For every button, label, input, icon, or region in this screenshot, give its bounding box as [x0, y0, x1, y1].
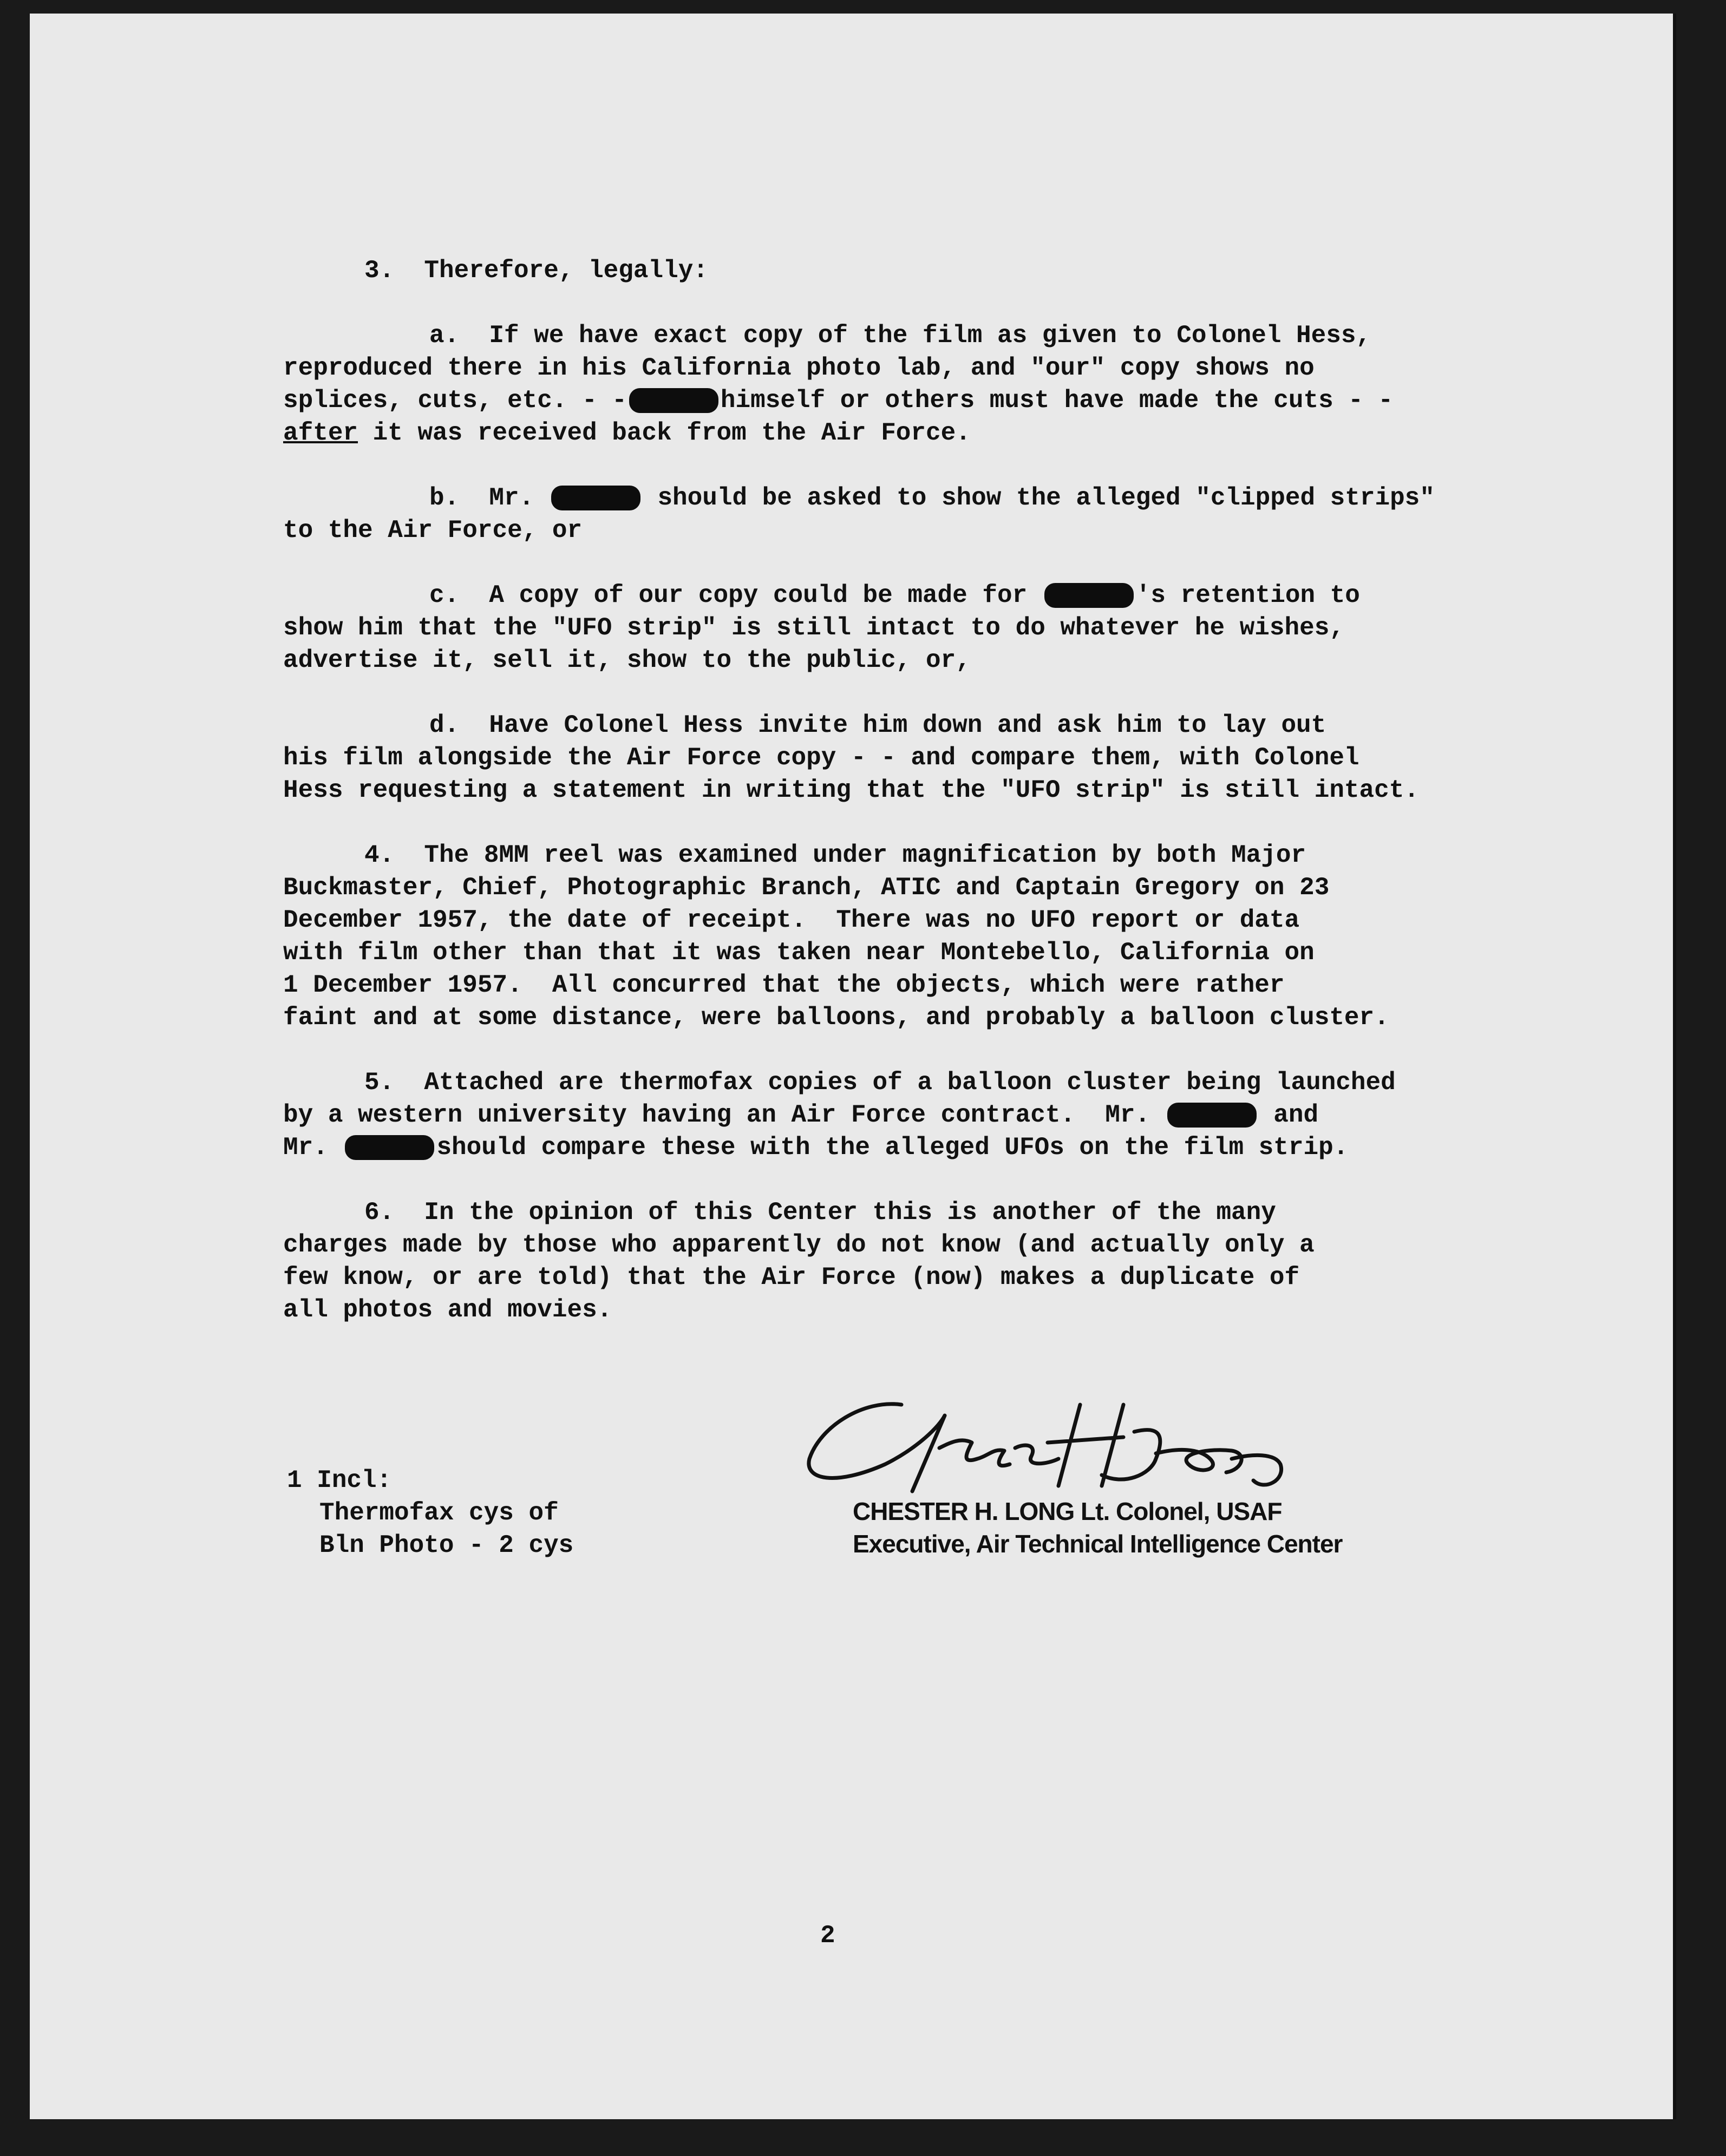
- redaction-mark: [1167, 1103, 1257, 1128]
- document-page: [30, 14, 1676, 2119]
- paragraph-3b-line-1-start: b. Mr.: [429, 484, 534, 512]
- signature-block: [777, 1383, 1372, 1558]
- paragraph-5-line-2: [283, 1099, 1561, 1131]
- redaction-mark: [551, 486, 640, 510]
- paragraph-3d-line-2: his film alongside the Air Force copy - - and compare them, with Colonel: [283, 744, 1359, 772]
- paragraph-5-line-1: 5. Attached are thermofax copies of a balloon cluster being launched: [364, 1069, 1396, 1097]
- inclosure-item: Bln Photo - 2 cys: [319, 1531, 574, 1559]
- paragraph-3b-line-2: to the Air Force, or: [283, 516, 583, 545]
- paragraph-4-line-2: Buckmaster, Chief, Photographic Branch, ATIC and Captain Gregory on 23: [283, 874, 1330, 902]
- paragraph-3-heading: 3. Therefore, legally:: [364, 257, 708, 285]
- paragraph-3c-line-2: show him that the "UFO strip" is still intact to do whatever he wishes,: [283, 614, 1344, 642]
- paragraph-3a: [283, 319, 1561, 449]
- paragraph-5-line-2-end: and: [1273, 1101, 1319, 1129]
- paragraph-4: [283, 839, 1561, 1034]
- paragraph-3a-line-3-end: himself or others must have made the cuts - -: [720, 386, 1394, 415]
- underlined-word: after: [283, 419, 358, 447]
- paragraph-3d-line-1: d. Have Colonel Hess invite him down and ask him to lay out: [429, 711, 1326, 739]
- paragraph-3a-line-3-start: splices, cuts, etc. - -: [283, 386, 627, 415]
- paragraph-3b-line-1-end: should be asked to show the alleged "clipped strips": [657, 484, 1435, 512]
- inclosure-note: [287, 1464, 573, 1562]
- paragraph-4-line-6: faint and at some distance, were balloons, and probably a balloon cluster.: [283, 1004, 1389, 1032]
- inclosure-label: 1 Incl:: [287, 1466, 392, 1495]
- paragraph-3b: [283, 482, 1561, 547]
- paragraph-3c-line-1-start: c. A copy of our copy could be made for: [429, 581, 1028, 610]
- paragraph-5-line-2-start: by a western university having an Air Force contract. Mr.: [283, 1101, 1150, 1129]
- paragraph-6: [283, 1196, 1561, 1326]
- paragraph-3c-line-3: advertise it, sell it, show to the public, or,: [283, 646, 971, 674]
- document-body: [283, 254, 1561, 1359]
- paragraph-3c-line-1: [283, 579, 1561, 612]
- paragraph-3a-line-3: [283, 384, 1561, 417]
- paragraph-3d-line-3: Hess requesting a statement in writing that the "UFO strip" is still intact.: [283, 776, 1419, 804]
- paragraph-3a-line-2: reproduced there in his California photo lab, and "our" copy shows no: [283, 354, 1315, 382]
- paragraph-4-line-3: December 1957, the date of receipt. There was no UFO report or data: [283, 906, 1300, 934]
- paragraph-5: [283, 1066, 1561, 1164]
- paragraph-3d: [283, 709, 1561, 807]
- paragraph-6-line-2: charges made by those who apparently do not know (and actually only a: [283, 1231, 1315, 1259]
- handwritten-signature: [777, 1383, 1372, 1502]
- redaction-mark: [1044, 583, 1134, 608]
- paragraph-5-line-3-start: Mr.: [283, 1133, 328, 1162]
- page-number: 2: [820, 1922, 835, 1950]
- paragraph-3a-line-4: [283, 417, 1561, 449]
- paragraph-3a-line-4-end: it was received back from the Air Force.: [358, 419, 971, 447]
- paragraph-4-line-5: 1 December 1957. All concurred that the objects, which were rather: [283, 971, 1285, 999]
- inclosure-item: Thermofax cys of: [319, 1499, 559, 1527]
- signer-name: CHESTER H. LONG Lt. Colonel, USAF: [853, 1497, 1282, 1525]
- paragraph-5-line-3: [283, 1131, 1561, 1164]
- paragraph-6-line-4: all photos and movies.: [283, 1296, 612, 1324]
- paragraph-3b-line-1: [283, 482, 1561, 514]
- paragraph-4-line-1: 4. The 8MM reel was examined under magnification by both Major: [364, 841, 1306, 869]
- paragraph-3: [283, 254, 1561, 287]
- paragraph-3a-line-1: a. If we have exact copy of the film as given to Colonel Hess,: [429, 322, 1371, 350]
- redaction-mark: [345, 1135, 434, 1160]
- paragraph-6-line-1: 6. In the opinion of this Center this is another of the many: [364, 1198, 1276, 1227]
- paragraph-3c: [283, 579, 1561, 677]
- signer-title: Executive, Air Technical Intelligence Center: [853, 1530, 1343, 1558]
- paragraph-5-line-3-end: should compare these with the alleged UFOs on the film strip.: [436, 1133, 1349, 1162]
- paragraph-6-line-3: few know, or are told) that the Air Force (now) makes a duplicate of: [283, 1263, 1300, 1292]
- paragraph-3c-line-1-end: 's retention to: [1135, 581, 1360, 610]
- redaction-mark: [629, 388, 718, 413]
- paragraph-4-line-4: with film other than that it was taken near Montebello, California on: [283, 939, 1315, 967]
